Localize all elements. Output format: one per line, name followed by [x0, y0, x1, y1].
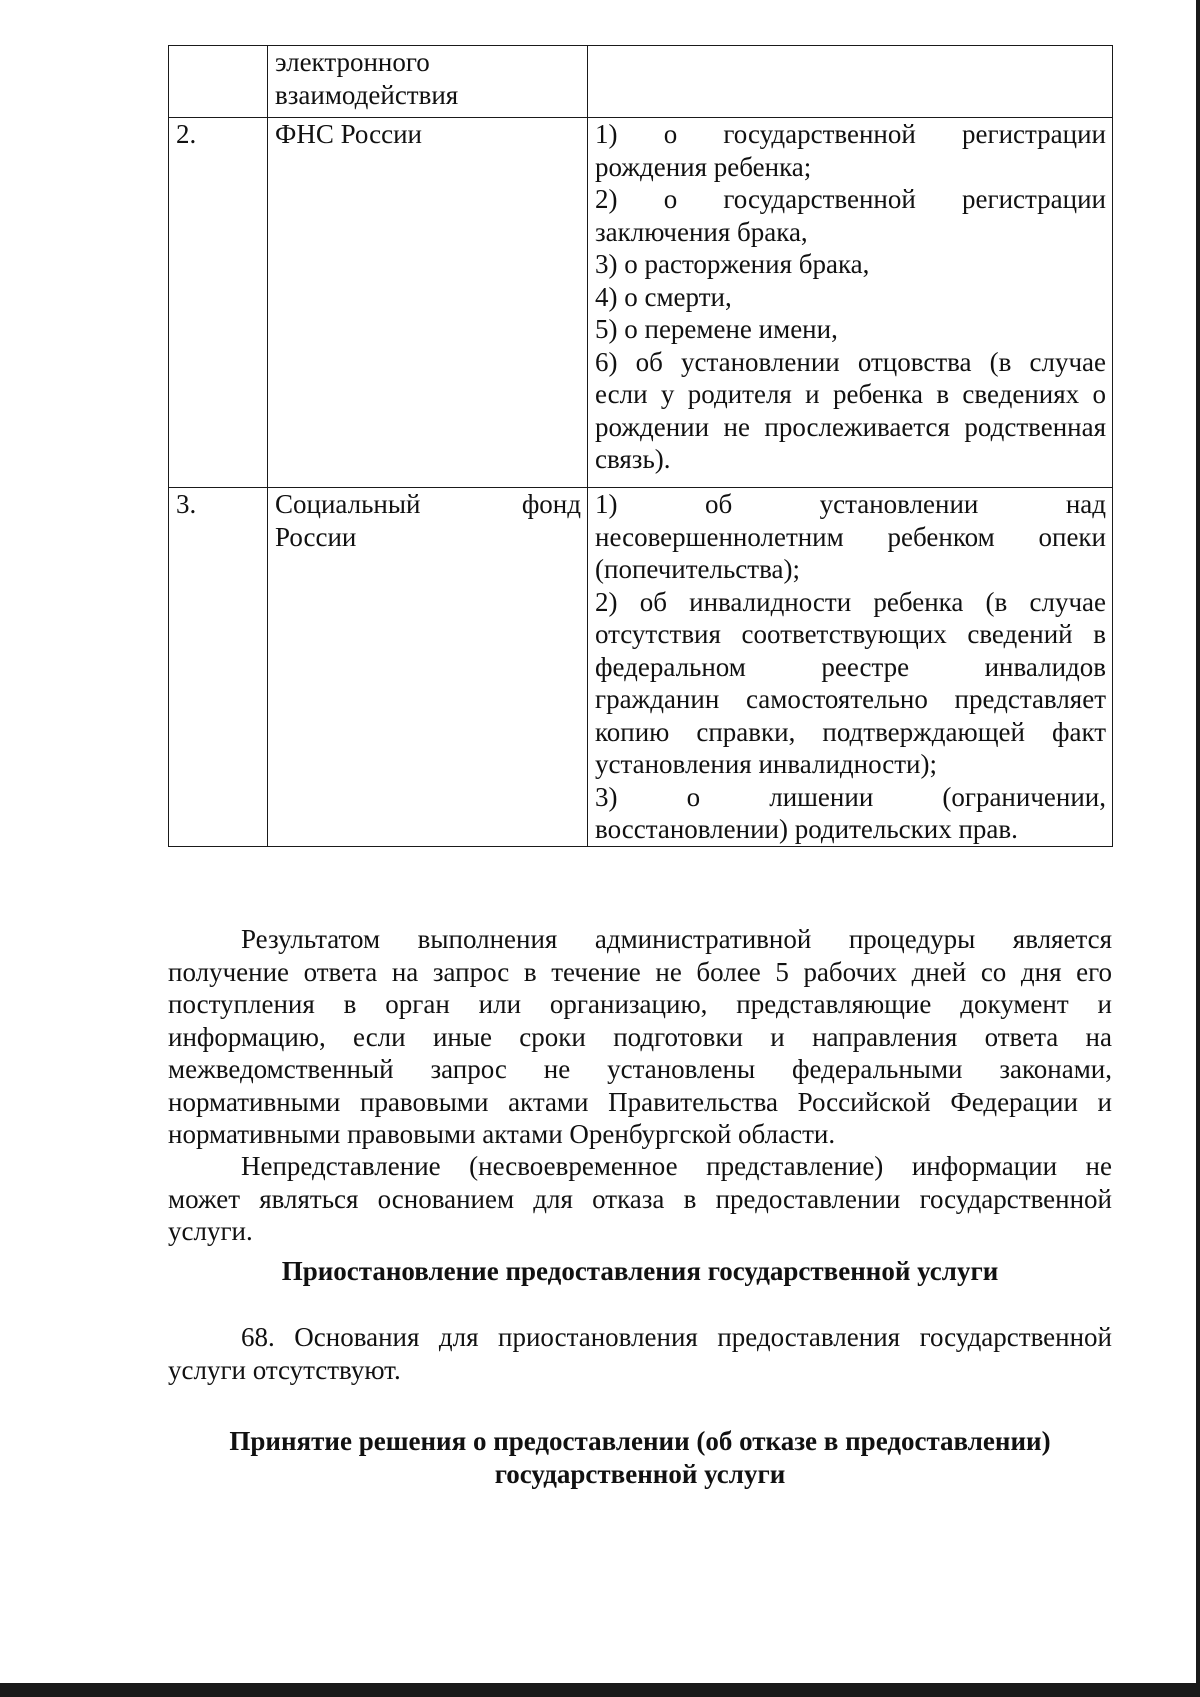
agencies-table	[168, 45, 1113, 847]
info-cell	[588, 488, 1113, 847]
text-line: Результатом выполнения административной процедуры является	[241, 924, 1112, 954]
info-line: 3) о лишении (ограничении,	[595, 781, 1106, 812]
info-line: 2) о государственной регистрации	[595, 184, 1106, 214]
info-line: несовершеннолетним ребенком опеки	[595, 521, 1106, 552]
info-cell	[588, 118, 1113, 488]
table-row	[169, 488, 1113, 847]
text-line: получение ответа на запрос в течение не более 5 рабочих дней со дня его	[168, 956, 1112, 987]
section-heading-suspension: Приостановление предоставления государственной услуги	[281, 1256, 999, 1286]
section-heading-decision: Принятие решения о предоставлении (об отказе в предоставлении) государственной услуги	[229, 1426, 1051, 1489]
text-line: нормативными правовыми актами Правительства Российской Федерации и	[168, 1086, 1112, 1117]
non-submission-paragraph	[168, 1150, 1112, 1248]
agency-cell: ФНС России	[268, 118, 588, 488]
text-line: услуги.	[168, 1216, 253, 1246]
info-cell	[588, 46, 1113, 118]
result-paragraph	[168, 923, 1112, 1151]
text-line: услуги отсутствуют.	[168, 1354, 401, 1385]
info-line: рождения ребенка;	[595, 151, 812, 182]
text-line: поступления в орган или организацию, представляющие документ и	[168, 989, 1112, 1019]
scan-border-right	[1196, 0, 1200, 1697]
info-line: 3) о расторжения брака,	[595, 249, 870, 279]
row-number-cell	[169, 46, 268, 118]
table-row	[169, 118, 1113, 488]
text-line: может являться основанием для отказа в предоставлении государственной	[168, 1183, 1112, 1214]
info-line: 6) об установлении отцовства (в случае	[595, 346, 1106, 377]
info-line: если у родителя и ребенка в сведениях о	[595, 379, 1106, 409]
info-line: установления инвалидности);	[595, 749, 937, 779]
info-line: рождении не прослеживается родственная	[595, 411, 1106, 442]
info-line: 4) о смерти,	[595, 281, 732, 312]
info-line: гражданин самостоятельно представляет	[595, 684, 1106, 714]
info-line: 1) об установлении над	[595, 489, 1106, 519]
text-line: нормативными правовыми актами Оренбургской области.	[168, 1119, 836, 1149]
text-line: 68. Основания для приостановления предоставления государственной	[241, 1322, 1112, 1352]
text-line: межведомственный запрос не установлены федеральными законами,	[168, 1054, 1112, 1084]
text-line: информацию, если иные сроки подготовки и направления ответа на	[168, 1021, 1112, 1052]
info-line: заключения брака,	[595, 216, 808, 247]
info-line: 1) о государственной регистрации	[595, 119, 1106, 149]
scan-border-bottom	[0, 1683, 1200, 1697]
info-line: федеральном реестре инвалидов	[595, 651, 1106, 682]
paragraph-68	[168, 1321, 1112, 1386]
info-line: 5) о перемене имени,	[595, 314, 838, 344]
info-line: копию справки, подтверждающей факт	[595, 716, 1106, 747]
text-line: Непредставление (несвоевременное представление) информации не	[241, 1151, 1112, 1181]
info-line: 2) об инвалидности ребенка (в случае	[595, 586, 1106, 617]
agency-cell: Социальный фонд России	[268, 488, 588, 847]
table-row	[169, 46, 1113, 118]
row-number-cell: 2.	[169, 118, 268, 488]
agency-cell: электронного взаимодействия	[268, 46, 588, 118]
row-number-cell: 3.	[169, 488, 268, 847]
info-line: (попечительства);	[595, 554, 800, 584]
info-line: связь).	[595, 444, 671, 474]
info-line: восстановлении) родительских прав.	[595, 814, 1018, 844]
info-line: отсутствия соответствующих сведений в	[595, 619, 1106, 649]
